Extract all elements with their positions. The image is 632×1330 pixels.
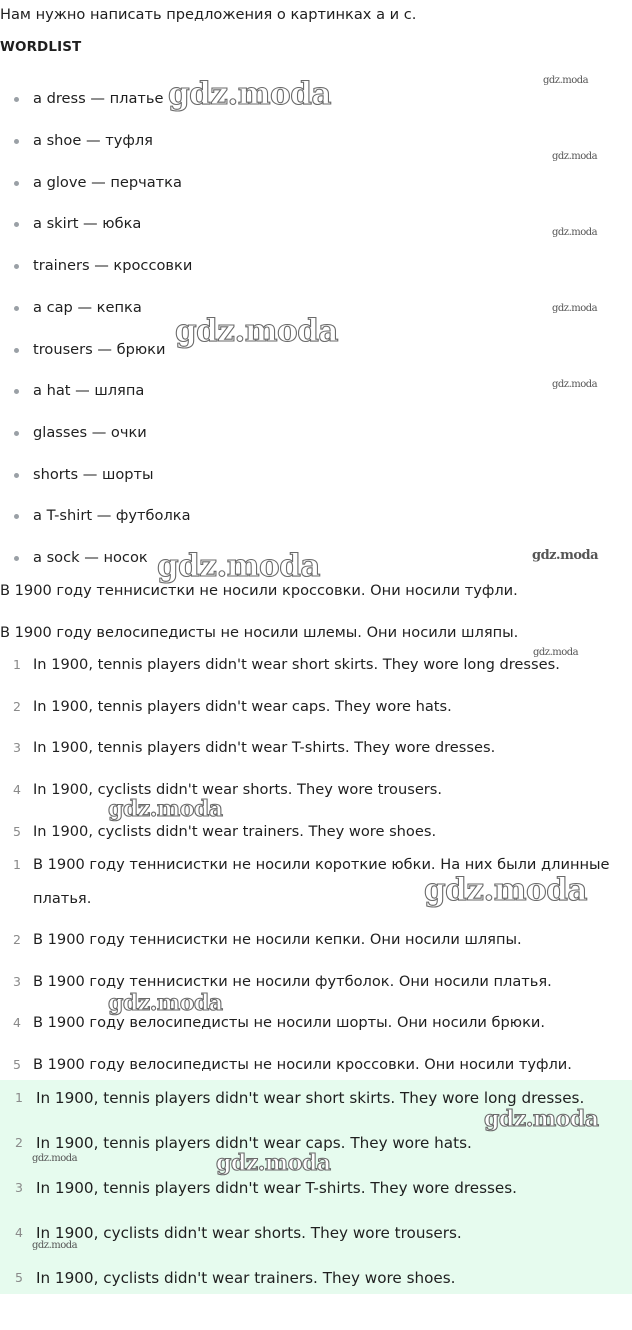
wordlist-item-text: a T-shirt — футболка bbox=[33, 507, 191, 524]
item-text: В 1900 году велосипедисты не носили шорты. Они носили брюки. bbox=[33, 1014, 546, 1031]
wordlist-item-text: a sock — носок bbox=[33, 549, 148, 566]
item-number: 4 bbox=[13, 1015, 21, 1030]
paragraph-tennis: В 1900 году теннисистки не носили кроссовки. Они носили туфли. bbox=[0, 582, 518, 599]
watermark: gdz.moda bbox=[175, 313, 338, 349]
wordlist-item-text: a dress — платье bbox=[33, 90, 164, 107]
bullet-icon bbox=[14, 181, 19, 186]
watermark: gdz.moda bbox=[552, 227, 598, 238]
item-text: In 1900, tennis players didn't wear caps. They wore hats. bbox=[36, 1134, 472, 1152]
watermark: gdz.moda bbox=[552, 303, 598, 314]
item-number: 3 bbox=[13, 740, 21, 755]
bullet-icon bbox=[14, 139, 19, 144]
item-text: In 1900, cyclists didn't wear trainers. They wore shoes. bbox=[36, 1269, 456, 1287]
watermark: gdz.moda bbox=[216, 1150, 331, 1176]
bullet-icon bbox=[14, 473, 19, 478]
wordlist-item-text: a cap — кепка bbox=[33, 299, 142, 316]
watermark: gdz.moda bbox=[424, 872, 587, 908]
item-text: В 1900 году теннисистки не носили кепки. Они носили шляпы. bbox=[33, 931, 522, 948]
watermark: gdz.moda bbox=[32, 1153, 78, 1164]
wordlist-item-text: trousers — брюки bbox=[33, 341, 166, 358]
item-number: 2 bbox=[13, 932, 21, 947]
item-number: 1 bbox=[13, 657, 21, 672]
intro-text: Нам нужно написать предложения о картинках a и c. bbox=[0, 6, 417, 23]
watermark: gdz.moda bbox=[532, 548, 599, 563]
bullet-icon bbox=[14, 222, 19, 227]
item-text: In 1900, cyclists didn't wear shorts. They wore trousers. bbox=[33, 781, 443, 798]
watermark: gdz.moda bbox=[32, 1240, 78, 1251]
item-text: В 1900 году теннисистки не носили короткие юбки. На них были длинные платья. bbox=[33, 856, 610, 907]
item-number: 5 bbox=[13, 824, 21, 839]
watermark: gdz.moda bbox=[157, 548, 320, 584]
bullet-icon bbox=[14, 264, 19, 269]
item-text: In 1900, tennis players didn't wear T-shirts. They wore dresses. bbox=[36, 1179, 518, 1197]
wordlist-title: WORDLIST bbox=[0, 39, 82, 55]
wordlist-item-text: a hat — шляпа bbox=[33, 382, 145, 399]
item-text: In 1900, cyclists didn't wear shorts. They wore trousers. bbox=[36, 1224, 462, 1242]
item-number: 1 bbox=[13, 857, 21, 872]
item-text: In 1900, tennis players didn't wear short skirts. They wore long dresses. bbox=[33, 656, 560, 673]
bullet-icon bbox=[14, 556, 19, 561]
item-number: 2 bbox=[13, 699, 21, 714]
bullet-icon bbox=[14, 97, 19, 102]
watermark: gdz.moda bbox=[108, 990, 223, 1016]
wordlist-item-text: shorts — шорты bbox=[33, 466, 154, 483]
wordlist-item-text: a shoe — туфля bbox=[33, 132, 153, 149]
bullet-icon bbox=[14, 389, 19, 394]
item-number: 4 bbox=[13, 782, 21, 797]
wordlist-item-text: glasses — очки bbox=[33, 424, 147, 441]
bullet-icon bbox=[14, 348, 19, 353]
watermark: gdz.moda bbox=[552, 379, 598, 390]
bullet-icon bbox=[14, 306, 19, 311]
item-number: 1 bbox=[15, 1090, 23, 1105]
watermark: gdz.moda bbox=[484, 1106, 599, 1132]
bullet-icon bbox=[14, 431, 19, 436]
wordlist-item-text: a glove — перчатка bbox=[33, 174, 182, 191]
wordlist-item-text: trainers — кроссовки bbox=[33, 257, 193, 274]
item-number: 5 bbox=[13, 1057, 21, 1072]
item-number: 2 bbox=[15, 1135, 23, 1150]
item-text: In 1900, tennis players didn't wear caps. They wore hats. bbox=[33, 698, 452, 715]
watermark: gdz.moda bbox=[533, 647, 579, 658]
watermark: gdz.moda bbox=[168, 76, 331, 112]
item-text: In 1900, tennis players didn't wear short skirts. They wore long dresses. bbox=[36, 1089, 585, 1107]
item-text: In 1900, tennis players didn't wear T-shirts. They wore dresses. bbox=[33, 739, 496, 756]
wordlist-item-text: a skirt — юбка bbox=[33, 215, 142, 232]
item-number: 4 bbox=[15, 1225, 23, 1240]
item-text: В 1900 году велосипедисты не носили кроссовки. Они носили туфли. bbox=[33, 1056, 572, 1073]
item-number: 3 bbox=[15, 1180, 23, 1195]
item-text: В 1900 году теннисистки не носили футболок. Они носили платья. bbox=[33, 973, 552, 990]
bullet-icon bbox=[14, 514, 19, 519]
watermark: gdz.moda bbox=[108, 796, 223, 822]
watermark: gdz.moda bbox=[552, 151, 598, 162]
watermark: gdz.moda bbox=[543, 75, 589, 86]
item-number: 5 bbox=[15, 1270, 23, 1285]
item-text: In 1900, cyclists didn't wear trainers. They wore shoes. bbox=[33, 823, 437, 840]
paragraph-cyclists: В 1900 году велосипедисты не носили шлемы. Они носили шляпы. bbox=[0, 624, 519, 641]
item-number: 3 bbox=[13, 974, 21, 989]
